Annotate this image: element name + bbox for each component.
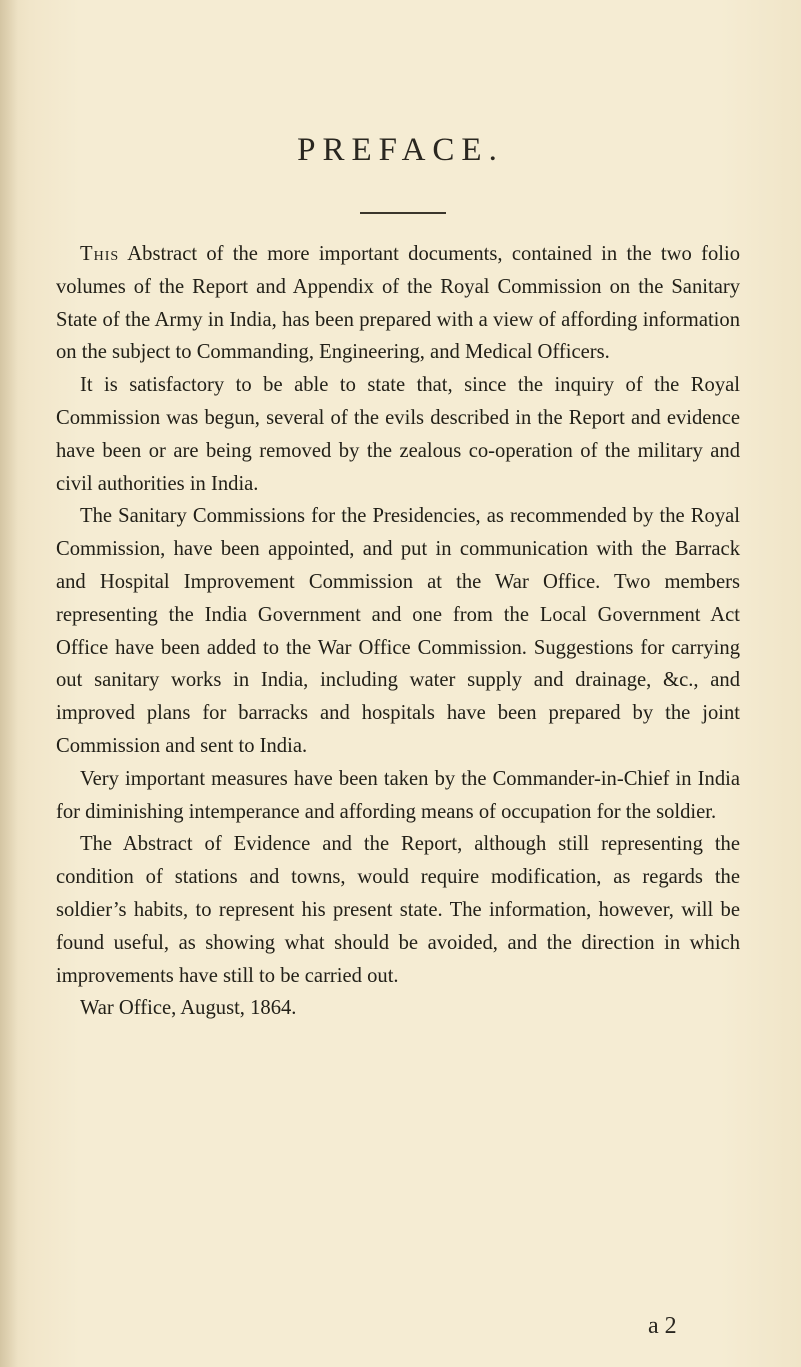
paragraph-1-lead: This xyxy=(80,243,120,265)
paragraph-1 xyxy=(56,238,740,369)
paragraph-5: The Abstract of Evidence and the Report, although still representing the condition of stations and towns, would require modification, as regards the soldier’s habits, to represent his present state. The information, however, will be found useful, as showing what should be avoided, and the direction in which improvements have still to be carried out. xyxy=(56,833,740,987)
paragraph-2: It is satisfactory to be able to state that, since the inquiry of the Royal Commission was begun, several of the evils described in the Report and evidence have been or are being removed by the zealous co-operation of the military and civil authorities in India. xyxy=(56,374,740,495)
signature-mark: a 2 xyxy=(648,1313,677,1339)
paragraph-4: Very important measures have been taken by the Commander-in-Chief in India for diminishing intemperance and affording means of occupation for the soldier. xyxy=(56,767,740,823)
signature-line: War Office, August, 1864. xyxy=(80,997,297,1020)
paragraph-1-text: Abstract of the more important documents, contained in the two folio volumes of the Report and Appendix of the Royal Commission on the Sanitary State of the Army in India, has been prepared with a view of affording information on the subject to Commanding, Engineering, and Medical Officers. xyxy=(56,243,740,364)
spine-shadow xyxy=(0,0,18,1367)
title-rule xyxy=(360,212,446,214)
preface-body xyxy=(56,238,740,1025)
paragraph-3: The Sanitary Commissions for the Presidencies, as recommended by the Royal Commission, have been appointed, and put in communication with the Barrack and Hospital Improvement Commission at the War Office. Two members representing the India Government and one from the Local Government Act Office have been added to the War Office Commission. Suggestions for carrying out sanitary works in India, including water supply and drainage, &c., and improved plans for barracks and hospitals have been prepared by the joint Commission and sent to India. xyxy=(56,505,740,757)
page-title: PREFACE. xyxy=(297,132,504,168)
